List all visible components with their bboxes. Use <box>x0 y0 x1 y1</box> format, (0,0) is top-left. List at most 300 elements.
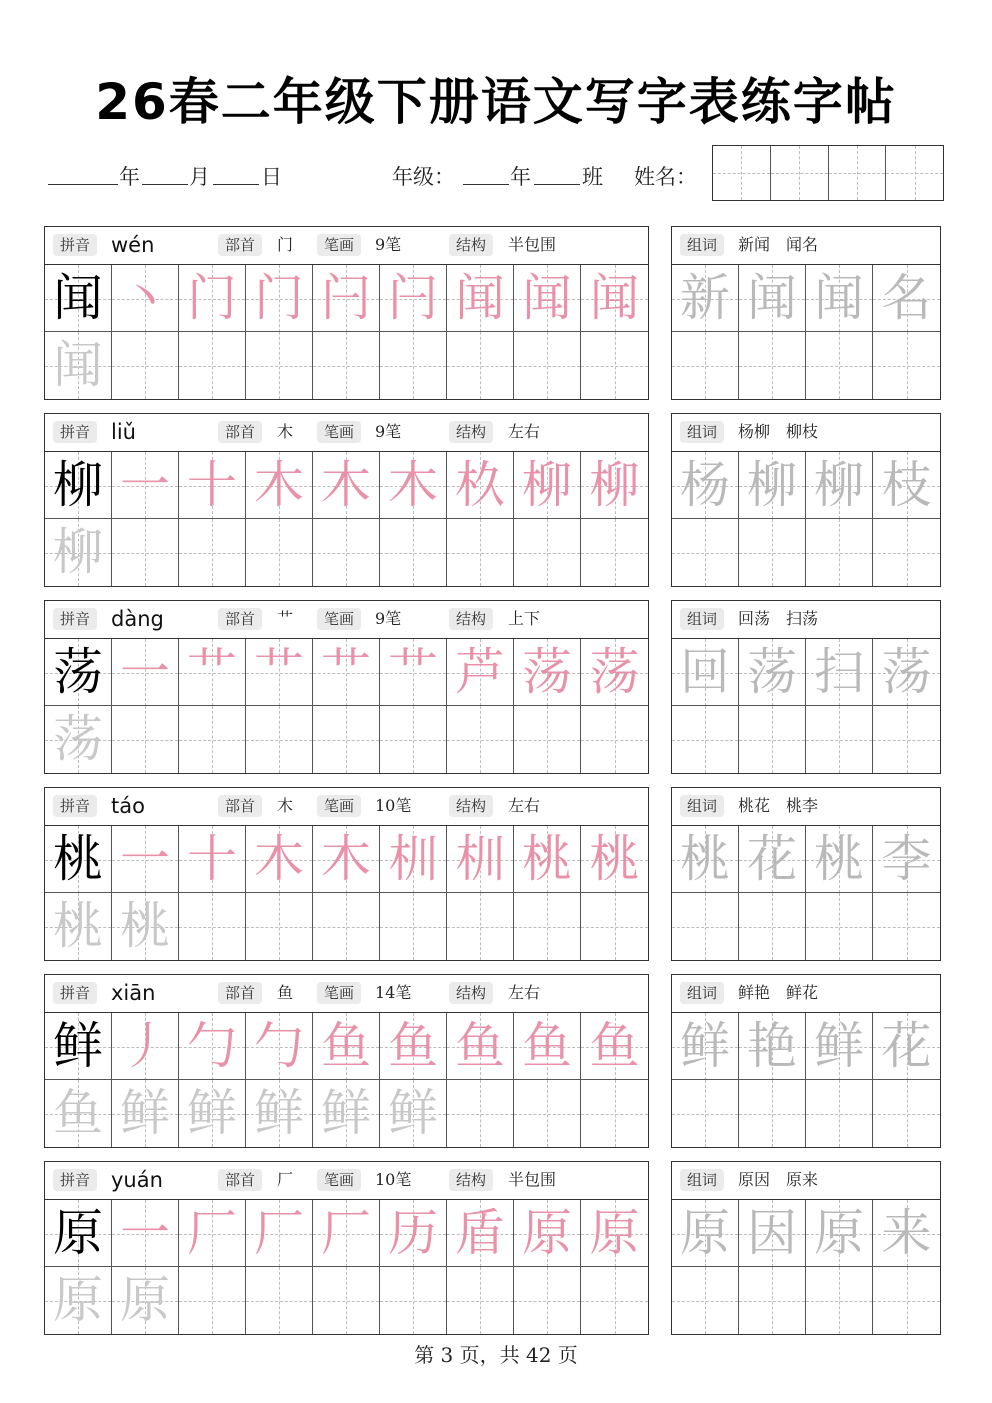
practice-cell[interactable] <box>246 1080 313 1147</box>
month-blank[interactable] <box>142 184 188 185</box>
name-cell[interactable] <box>829 146 887 200</box>
practice-cell[interactable] <box>514 893 581 960</box>
practice-cell[interactable] <box>672 1080 739 1147</box>
words-header <box>672 788 940 826</box>
words-value: 鲜艳 鲜花 <box>738 983 819 1002</box>
practice-cell[interactable] <box>873 706 940 773</box>
words-tag: 组词 <box>680 608 724 630</box>
words-header <box>672 414 940 452</box>
main-char: 原 <box>53 1204 103 1262</box>
practice-cell[interactable] <box>873 893 940 960</box>
word-char: 荡 <box>881 643 932 701</box>
practice-cell[interactable] <box>447 1267 514 1334</box>
name-box[interactable] <box>712 145 944 201</box>
practice-cell[interactable] <box>739 706 806 773</box>
practice-cell[interactable] <box>873 519 940 586</box>
practice-cell <box>672 1013 739 1080</box>
practice-cell[interactable] <box>112 1267 179 1334</box>
practice-cell[interactable] <box>581 332 648 399</box>
info-header <box>45 601 648 639</box>
words-value: 新闻 闻名 <box>738 235 819 254</box>
practice-cell[interactable] <box>380 1267 447 1334</box>
practice-cell[interactable] <box>246 893 313 960</box>
radical-value: 木 <box>277 796 294 815</box>
month-label: 月 <box>189 165 210 189</box>
practice-cell <box>45 1200 112 1267</box>
practice-cell[interactable] <box>447 706 514 773</box>
practice-cell <box>112 1013 179 1080</box>
practice-cell <box>313 1200 380 1267</box>
practice-cell <box>873 826 940 893</box>
practice-cell[interactable] <box>739 1080 806 1147</box>
practice-cell <box>739 452 806 519</box>
stroke-row <box>45 1200 648 1267</box>
stroke-step: 艹 <box>254 643 304 701</box>
stroke-step: 鱼 <box>455 1017 505 1075</box>
pinyin-tag: 拼音 <box>53 234 97 256</box>
practice-cell <box>246 1013 313 1080</box>
pinyin-tag: 拼音 <box>53 421 97 443</box>
strokes-tag: 笔画 <box>317 1169 361 1191</box>
day-label: 日 <box>261 165 282 189</box>
practice-cell[interactable] <box>806 1267 873 1334</box>
words-header <box>672 975 940 1013</box>
practice-panel <box>44 226 649 400</box>
year-blank[interactable] <box>48 184 118 185</box>
practice-cell <box>514 639 581 706</box>
practice-cell <box>447 452 514 519</box>
practice-cell <box>873 452 940 519</box>
practice-cell[interactable] <box>179 706 246 773</box>
practice-cell[interactable] <box>45 706 112 773</box>
year-label: 年 <box>119 165 140 189</box>
trace-char: 原 <box>120 1271 170 1329</box>
radical-tag: 部首 <box>218 234 262 256</box>
practice-cell[interactable] <box>447 519 514 586</box>
practice-cell <box>45 265 112 332</box>
practice-cell <box>380 1013 447 1080</box>
word-blank-row <box>672 519 940 586</box>
practice-cell[interactable] <box>313 1080 380 1147</box>
stroke-step: 一 <box>120 643 170 701</box>
practice-cell[interactable] <box>672 706 739 773</box>
main-char: 桃 <box>53 830 103 888</box>
practice-cell <box>45 452 112 519</box>
practice-cell[interactable] <box>112 519 179 586</box>
practice-cell[interactable] <box>873 1267 940 1334</box>
trace-char: 闻 <box>53 336 103 394</box>
stroke-step: 鱼 <box>589 1017 640 1075</box>
practice-panel <box>44 787 649 961</box>
info-header <box>45 1162 648 1200</box>
words-tag: 组词 <box>680 234 724 256</box>
day-blank[interactable] <box>213 184 259 185</box>
practice-cell[interactable] <box>873 1080 940 1147</box>
practice-cell[interactable] <box>806 519 873 586</box>
practice-cell <box>581 1200 648 1267</box>
strokes-value: 10笔 <box>375 796 412 815</box>
radical-value: 鱼 <box>277 983 294 1002</box>
stroke-step: 丿 <box>120 1017 170 1075</box>
practice-cell <box>380 265 447 332</box>
practice-cell[interactable] <box>672 893 739 960</box>
radical-value: 艹 <box>277 609 294 628</box>
stroke-step: 艹 <box>388 643 438 701</box>
practice-cell[interactable] <box>806 706 873 773</box>
stroke-step: 荡 <box>522 643 572 701</box>
practice-cell[interactable] <box>514 1267 581 1334</box>
pinyin-value: wén <box>111 233 155 257</box>
stroke-step: 厂 <box>254 1204 304 1262</box>
stroke-step: 厂 <box>187 1204 237 1262</box>
words-panel <box>671 1161 941 1335</box>
trace-char: 鲜 <box>388 1084 438 1142</box>
word-char: 原 <box>814 1204 864 1262</box>
practice-cell[interactable] <box>447 893 514 960</box>
words-panel <box>671 600 941 774</box>
strokes-value: 10笔 <box>375 1170 412 1189</box>
practice-cell[interactable] <box>873 332 940 399</box>
radical-value: 厂 <box>277 1170 294 1189</box>
words-header <box>672 601 940 639</box>
structure-tag: 结构 <box>449 421 493 443</box>
practice-cell[interactable] <box>246 706 313 773</box>
practice-cell[interactable] <box>739 893 806 960</box>
words-tag: 组词 <box>680 982 724 1004</box>
stroke-step: 柳 <box>522 456 572 514</box>
strokes-tag: 笔画 <box>317 234 361 256</box>
practice-cell <box>514 826 581 893</box>
class-blank[interactable] <box>534 184 580 185</box>
practice-cell[interactable] <box>45 519 112 586</box>
char-block <box>0 787 992 961</box>
practice-panel <box>44 600 649 774</box>
practice-cell <box>806 639 873 706</box>
practice-cell[interactable] <box>45 893 112 960</box>
stroke-row <box>45 1013 648 1080</box>
practice-cell[interactable] <box>45 1080 112 1147</box>
practice-cell[interactable] <box>514 332 581 399</box>
practice-cell <box>179 639 246 706</box>
practice-cell[interactable] <box>112 706 179 773</box>
stroke-step: 柳 <box>589 456 640 514</box>
stroke-step: 杊 <box>455 830 505 888</box>
word-char: 原 <box>680 1204 730 1262</box>
radical-tag: 部首 <box>218 608 262 630</box>
practice-cell <box>380 452 447 519</box>
word-char: 桃 <box>680 830 730 888</box>
trace-char: 柳 <box>53 523 103 581</box>
word-blank-row <box>672 332 940 399</box>
practice-cell[interactable] <box>581 893 648 960</box>
practice-cell[interactable] <box>581 706 648 773</box>
word-blank-row <box>672 1267 940 1334</box>
word-char: 鲜 <box>814 1017 864 1075</box>
structure-value: 上下 <box>508 609 541 628</box>
practice-cell[interactable] <box>313 706 380 773</box>
word-char: 来 <box>881 1204 932 1262</box>
stroke-step: 桃 <box>589 830 640 888</box>
practice-cell[interactable] <box>112 332 179 399</box>
practice-cell[interactable] <box>739 519 806 586</box>
stroke-step: 一 <box>120 1204 170 1262</box>
structure-tag: 结构 <box>449 982 493 1004</box>
words-value: 回荡 扫荡 <box>738 609 819 628</box>
words-panel <box>671 974 941 1148</box>
words-panel <box>671 413 941 587</box>
word-trace-row <box>672 1013 940 1080</box>
class-label: 班 <box>582 165 603 189</box>
stroke-step: 厂 <box>321 1204 371 1262</box>
practice-cell <box>112 452 179 519</box>
structure-value: 左右 <box>508 422 541 441</box>
word-char: 闻 <box>814 269 864 327</box>
practice-cell <box>739 265 806 332</box>
radical-tag: 部首 <box>218 1169 262 1191</box>
stroke-step: 荡 <box>589 643 640 701</box>
trace-char: 桃 <box>53 897 103 955</box>
char-block <box>0 226 992 400</box>
practice-cell[interactable] <box>806 893 873 960</box>
stroke-step: 鱼 <box>388 1017 438 1075</box>
trace-char: 鲜 <box>187 1084 237 1142</box>
pinyin-tag: 拼音 <box>53 982 97 1004</box>
pinyin-value: yuán <box>111 1168 163 1192</box>
word-char: 鲜 <box>680 1017 730 1075</box>
word-char: 柳 <box>814 456 864 514</box>
trace-row <box>45 706 648 773</box>
grade-label: 年级： <box>392 165 455 189</box>
practice-cell <box>806 826 873 893</box>
word-char: 因 <box>747 1204 797 1262</box>
practice-cell[interactable] <box>246 519 313 586</box>
word-char: 新 <box>680 269 730 327</box>
practice-cell[interactable] <box>112 893 179 960</box>
words-header <box>672 227 940 265</box>
stroke-row <box>45 452 648 519</box>
practice-cell <box>873 265 940 332</box>
grade-year-blank[interactable] <box>463 184 509 185</box>
practice-cell <box>45 639 112 706</box>
practice-cell <box>514 1013 581 1080</box>
stroke-step: 一 <box>120 456 170 514</box>
practice-cell <box>873 1013 940 1080</box>
trace-char: 桃 <box>120 897 170 955</box>
practice-cell[interactable] <box>313 519 380 586</box>
practice-cell <box>313 639 380 706</box>
stroke-step: 门 <box>254 269 304 327</box>
practice-cell[interactable] <box>672 1267 739 1334</box>
practice-cell[interactable] <box>246 1267 313 1334</box>
practice-cell <box>873 1200 940 1267</box>
stroke-step: 历 <box>388 1204 438 1262</box>
words-tag: 组词 <box>680 795 724 817</box>
practice-cell <box>313 1013 380 1080</box>
practice-cell[interactable] <box>380 332 447 399</box>
stroke-step: 一 <box>120 830 170 888</box>
words-panel <box>671 787 941 961</box>
practice-cell <box>739 639 806 706</box>
practice-cell[interactable] <box>246 332 313 399</box>
practice-cell[interactable] <box>581 519 648 586</box>
practice-cell[interactable] <box>179 893 246 960</box>
practice-cell[interactable] <box>581 1080 648 1147</box>
stroke-step: 门 <box>187 269 237 327</box>
practice-cell <box>45 1013 112 1080</box>
trace-char: 鲜 <box>321 1084 371 1142</box>
word-char: 柳 <box>747 456 797 514</box>
stroke-step: 木 <box>254 830 304 888</box>
practice-cell <box>380 826 447 893</box>
stroke-step: 闻 <box>589 269 640 327</box>
stroke-row <box>45 826 648 893</box>
structure-value: 半包围 <box>508 1170 557 1189</box>
practice-cell[interactable] <box>45 1267 112 1334</box>
practice-cell <box>447 1200 514 1267</box>
stroke-step: 闩 <box>388 269 438 327</box>
strokes-value: 9笔 <box>375 422 402 441</box>
stroke-step: 杊 <box>388 830 438 888</box>
structure-tag: 结构 <box>449 234 493 256</box>
main-char: 荡 <box>53 643 103 701</box>
practice-cell <box>672 1200 739 1267</box>
practice-cell <box>112 826 179 893</box>
stroke-step: 杦 <box>455 456 505 514</box>
practice-cell[interactable] <box>179 1267 246 1334</box>
practice-cell <box>246 1200 313 1267</box>
trace-row <box>45 519 648 586</box>
practice-cell <box>246 265 313 332</box>
words-header <box>672 1162 940 1200</box>
stroke-step: 勹 <box>187 1017 237 1075</box>
radical-tag: 部首 <box>218 421 262 443</box>
practice-panel <box>44 974 649 1148</box>
practice-cell[interactable] <box>380 519 447 586</box>
word-char: 杨 <box>680 456 730 514</box>
info-header <box>45 788 648 826</box>
practice-cell[interactable] <box>313 1267 380 1334</box>
info-header <box>45 975 648 1013</box>
practice-cell[interactable] <box>581 1267 648 1334</box>
stroke-row <box>45 265 648 332</box>
stroke-step: 木 <box>254 456 304 514</box>
words-value: 原因 原来 <box>738 1170 819 1189</box>
practice-cell[interactable] <box>806 332 873 399</box>
practice-cell <box>380 1200 447 1267</box>
strokes-value: 9笔 <box>375 609 402 628</box>
practice-cell <box>246 639 313 706</box>
main-char: 柳 <box>53 456 103 514</box>
practice-cell[interactable] <box>447 332 514 399</box>
practice-cell <box>739 826 806 893</box>
word-char: 闻 <box>747 269 797 327</box>
page-footer: 第 3 页，共 42 页 <box>414 1343 578 1367</box>
radical-tag: 部首 <box>218 795 262 817</box>
trace-char: 荡 <box>53 710 103 768</box>
trace-row <box>45 1080 648 1147</box>
practice-cell[interactable] <box>45 332 112 399</box>
practice-cell[interactable] <box>514 519 581 586</box>
practice-cell[interactable] <box>179 332 246 399</box>
grade-year-label: 年 <box>510 165 531 189</box>
practice-cell[interactable] <box>672 332 739 399</box>
practice-cell[interactable] <box>514 706 581 773</box>
name-cell[interactable] <box>771 146 829 200</box>
name-cell[interactable] <box>886 146 943 200</box>
practice-cell <box>581 452 648 519</box>
pinyin-value: liǔ <box>111 420 136 444</box>
word-char: 艳 <box>747 1017 797 1075</box>
practice-cell[interactable] <box>806 1080 873 1147</box>
practice-cell <box>112 639 179 706</box>
words-tag: 组词 <box>680 1169 724 1191</box>
practice-cell[interactable] <box>313 332 380 399</box>
practice-cell[interactable] <box>313 893 380 960</box>
practice-cell[interactable] <box>739 332 806 399</box>
practice-cell[interactable] <box>179 1080 246 1147</box>
practice-cell <box>514 265 581 332</box>
stroke-step: 原 <box>589 1204 640 1262</box>
main-char: 闻 <box>53 269 103 327</box>
practice-cell <box>672 826 739 893</box>
practice-cell <box>581 265 648 332</box>
stroke-step: 木 <box>321 456 371 514</box>
words-value: 桃花 桃李 <box>738 796 819 815</box>
strokes-tag: 笔画 <box>317 421 361 443</box>
pinyin-value: xiān <box>111 981 156 1005</box>
practice-cell[interactable] <box>179 519 246 586</box>
word-char: 名 <box>881 269 932 327</box>
radical-value: 门 <box>277 235 294 254</box>
practice-cell[interactable] <box>380 706 447 773</box>
practice-cell[interactable] <box>447 1080 514 1147</box>
practice-cell[interactable] <box>112 1080 179 1147</box>
word-trace-row <box>672 639 940 706</box>
practice-cell <box>447 826 514 893</box>
practice-cell <box>45 826 112 893</box>
word-blank-row <box>672 1080 940 1147</box>
practice-cell[interactable] <box>514 1080 581 1147</box>
practice-cell <box>581 826 648 893</box>
practice-cell <box>806 1200 873 1267</box>
strokes-value: 9笔 <box>375 235 402 254</box>
trace-char: 鲜 <box>254 1084 304 1142</box>
structure-tag: 结构 <box>449 1169 493 1191</box>
practice-panel <box>44 413 649 587</box>
practice-cell[interactable] <box>672 519 739 586</box>
stroke-row <box>45 639 648 706</box>
practice-cell[interactable] <box>380 1080 447 1147</box>
trace-row <box>45 893 648 960</box>
trace-row <box>45 332 648 399</box>
trace-char: 原 <box>53 1271 103 1329</box>
structure-tag: 结构 <box>449 608 493 630</box>
name-label: 姓名： <box>634 165 697 189</box>
trace-char: 鲜 <box>120 1084 170 1142</box>
name-cell[interactable] <box>713 146 771 200</box>
practice-cell[interactable] <box>739 1267 806 1334</box>
word-char: 花 <box>747 830 797 888</box>
stroke-step: 木 <box>388 456 438 514</box>
char-block <box>0 600 992 774</box>
practice-cell[interactable] <box>380 893 447 960</box>
stroke-step: 鱼 <box>522 1017 572 1075</box>
stroke-step: 盾 <box>455 1204 505 1262</box>
practice-cell <box>447 1013 514 1080</box>
word-blank-row <box>672 893 940 960</box>
word-trace-row <box>672 265 940 332</box>
structure-value: 左右 <box>508 796 541 815</box>
